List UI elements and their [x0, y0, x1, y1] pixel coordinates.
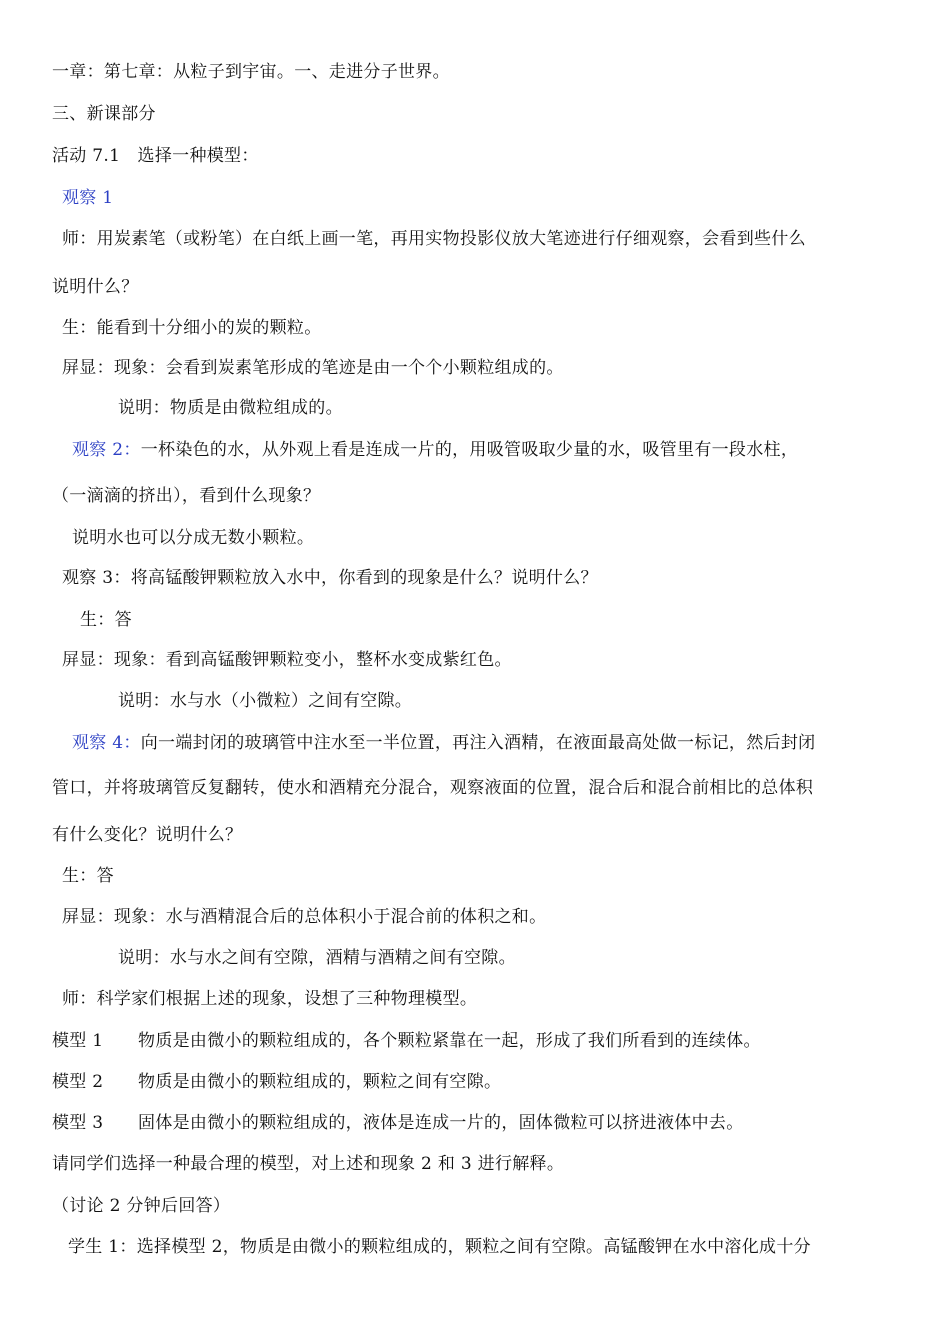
paragraph-line: 生：答	[80, 610, 132, 630]
paragraph-line: 屏显：现象：水与酒精混合后的总体积小于混合前的体积之和。	[62, 907, 547, 927]
paragraph-line: 有什么变化？说明什么？	[52, 825, 243, 845]
paragraph-line: 生：答	[62, 866, 114, 886]
paragraph-line: 说明：物质是由微粒组成的。	[118, 398, 343, 418]
paragraph-line: 屏显：现象：看到高锰酸钾颗粒变小，整杯水变成紫红色。	[62, 650, 512, 670]
paragraph-line: 师：用炭素笔（或粉笔）在白纸上画一笔，再用实物投影仪放大笔迹进行仔细观察，会看到些什么	[62, 229, 806, 249]
paragraph-line: 请同学们选择一种最合理的模型，对上述和现象 2 和 3 进行解释。	[52, 1154, 565, 1174]
paragraph-line	[72, 438, 798, 462]
paragraph-line: 师：科学家们根据上述的现象，设想了三种物理模型。	[62, 989, 478, 1009]
model-1-line: 模型 1 物质是由微小的颗粒组成的，各个颗粒紧靠在一起，形成了我们所看到的连续体。	[52, 1031, 761, 1051]
paragraph-line: 屏显：现象：会看到炭素笔形成的笔迹是由一个个小颗粒组成的。	[62, 358, 564, 378]
paragraph-line: （讨论 2 分钟后回答）	[52, 1196, 231, 1216]
paragraph-line: 观察 3：将高锰酸钾颗粒放入水中，你看到的现象是什么？说明什么？	[62, 568, 598, 588]
model-2-line: 模型 2 物质是由微小的颗粒组成的，颗粒之间有空隙。	[52, 1072, 502, 1092]
paragraph-line: 学生 1：选择模型 2，物质是由微小的颗粒组成的，颗粒之间有空隙。高锰酸钾在水中溶化成十分	[68, 1237, 811, 1257]
observation-4-label: 观察 4：	[72, 733, 141, 753]
paragraph-line: 生：能看到十分细小的炭的颗粒。	[62, 318, 322, 338]
paragraph-line: 说明：水与水之间有空隙，酒精与酒精之间有空隙。	[118, 948, 516, 968]
paragraph-line: 说明什么？	[52, 277, 139, 297]
paragraph-text: 一杯染色的水，从外观上看是连成一片的，用吸管吸取少量的水，吸管里有一段水柱，	[140, 440, 799, 460]
paragraph-text: 向一端封闭的玻璃管中注水至一半位置，再注入酒精，在液面最高处做一标记，然后封闭	[140, 733, 816, 753]
paragraph-line	[72, 731, 815, 755]
model-3-line: 模型 3 固体是由微小的颗粒组成的，液体是连成一片的，固体微粒可以挤进液体中去。	[52, 1113, 744, 1133]
section-heading: 三、新课部分	[52, 104, 156, 124]
paragraph-line: 说明水也可以分成无数小颗粒。	[72, 528, 315, 548]
paragraph-line: 管口，并将玻璃管反复翻转，使水和酒精充分混合，观察液面的位置，混合后和混合前相比的总体积	[52, 778, 814, 798]
paragraph-line: （一滴滴的挤出），看到什么现象？	[52, 486, 321, 506]
paragraph-line: 说明：水与水（小微粒）之间有空隙。	[118, 691, 413, 711]
activity-heading: 活动 7.1 选择一种模型：	[52, 146, 259, 166]
observation-1-label: 观察 1	[62, 188, 114, 208]
observation-2-label: 观察 2：	[72, 440, 141, 460]
chapter-heading: 一章：第七章：从粒子到宇宙。一、走进分子世界。	[52, 62, 450, 82]
